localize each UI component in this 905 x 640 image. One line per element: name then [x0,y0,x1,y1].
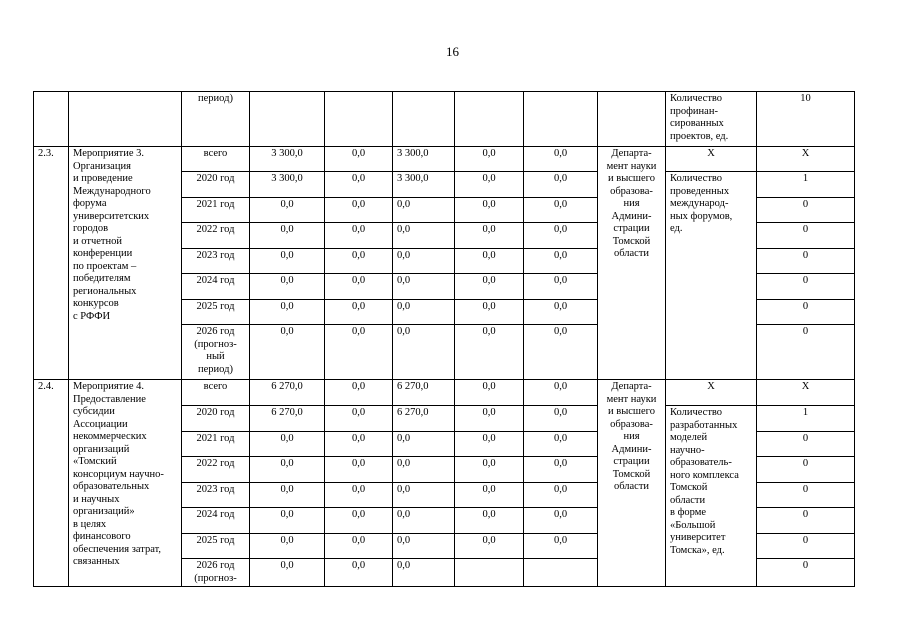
executor-name: Департа- мент науки и высшего образова- ния Админи- страции Томской области [598,147,666,380]
period-cell: 2024 год [182,508,250,534]
value-total: 3 300,0 [250,172,325,198]
value-local: 0,0 [455,406,524,432]
value-local: 0,0 [455,483,524,508]
indicator-value: 0 [757,274,855,300]
indicator-value: 0 [757,457,855,483]
measure-name: Мероприятие 3. Организация и проведение Международного форума университетских городов и отчетной конференции по проектам – победителям региональных конкурсов с РФФИ [69,147,182,380]
indicator-value: 10 [757,92,855,147]
value-extrabudget: 0,0 [524,147,598,172]
value-federal: 0,0 [325,559,393,587]
period-cell: период) [182,92,250,147]
value-total: 0,0 [250,325,325,380]
value-extrabudget: 0,0 [524,300,598,325]
indicator-value: 0 [757,300,855,325]
period-cell: 2022 год [182,457,250,483]
value-total: 0,0 [250,534,325,559]
cell-empty [598,92,666,147]
value-local: 0,0 [455,432,524,457]
indicator-name-total: X [666,147,757,172]
indicator-value: 1 [757,172,855,198]
value-regional: 0,0 [393,457,455,483]
value-extrabudget: 0,0 [524,325,598,380]
value-regional: 6 270,0 [393,406,455,432]
budget-table [33,91,855,587]
value-extrabudget: 0,0 [524,380,598,406]
value-total: 0,0 [250,223,325,249]
value-local: 0,0 [455,457,524,483]
value-regional: 0,0 [393,198,455,223]
value-regional: 0,0 [393,559,455,587]
value-extrabudget: 0,0 [524,198,598,223]
value-local: 0,0 [455,274,524,300]
cell-empty [325,92,393,147]
value-local: 0,0 [455,172,524,198]
period-cell: 2026 год (прогноз- ный период) [182,325,250,380]
value-federal: 0,0 [325,406,393,432]
value-local: 0,0 [455,325,524,380]
value-local [455,559,524,587]
value-regional: 0,0 [393,274,455,300]
value-total: 0,0 [250,432,325,457]
indicator-value: 0 [757,249,855,274]
value-regional: 0,0 [393,432,455,457]
indicator-value: 0 [757,559,855,587]
value-federal: 0,0 [325,300,393,325]
value-local: 0,0 [455,300,524,325]
value-federal: 0,0 [325,483,393,508]
value-extrabudget: 0,0 [524,274,598,300]
value-total: 0,0 [250,483,325,508]
cell-empty [250,92,325,147]
measure-number: 2.3. [34,147,69,380]
value-federal: 0,0 [325,249,393,274]
value-regional: 0,0 [393,300,455,325]
indicator-value-total: X [757,380,855,406]
value-extrabudget: 0,0 [524,534,598,559]
value-federal: 0,0 [325,457,393,483]
indicator-name-total: X [666,380,757,406]
indicator-value: 0 [757,534,855,559]
cell-empty [455,92,524,147]
value-extrabudget: 0,0 [524,249,598,274]
value-total: 0,0 [250,508,325,534]
indicator-value: 0 [757,325,855,380]
value-regional: 3 300,0 [393,147,455,172]
value-total: 6 270,0 [250,380,325,406]
value-regional: 6 270,0 [393,380,455,406]
value-federal: 0,0 [325,198,393,223]
indicator-name: Количество разработанных моделей научно- образователь- ного комплекса Томской области в форме «Большой университет Томска», ед. [666,406,757,587]
value-federal: 0,0 [325,380,393,406]
value-local: 0,0 [455,198,524,223]
value-regional: 0,0 [393,534,455,559]
value-local: 0,0 [455,380,524,406]
measure-number: 2.4. [34,380,69,587]
value-regional: 0,0 [393,223,455,249]
value-local: 0,0 [455,534,524,559]
value-regional: 0,0 [393,483,455,508]
value-extrabudget: 0,0 [524,172,598,198]
value-extrabudget: 0,0 [524,406,598,432]
period-cell: 2026 год (прогноз- [182,559,250,587]
value-federal: 0,0 [325,223,393,249]
value-extrabudget: 0,0 [524,508,598,534]
value-local: 0,0 [455,249,524,274]
value-federal: 0,0 [325,534,393,559]
period-cell: 2021 год [182,198,250,223]
value-regional: 3 300,0 [393,172,455,198]
table-row [34,147,855,172]
cell-empty [524,92,598,147]
value-federal: 0,0 [325,325,393,380]
measure-name: Мероприятие 4. Предоставление субсидии Ассоциации некоммерческих организаций «Томский консорциум научно- образовательных и научных организаций» в целях финансового обеспечения затрат, связанных [69,380,182,587]
value-extrabudget [524,559,598,587]
value-total: 6 270,0 [250,406,325,432]
period-cell: 2021 год [182,432,250,457]
value-total: 0,0 [250,300,325,325]
value-total: 0,0 [250,559,325,587]
period-cell: 2020 год [182,172,250,198]
period-cell: 2025 год [182,300,250,325]
value-total: 0,0 [250,457,325,483]
value-extrabudget: 0,0 [524,223,598,249]
indicator-value: 0 [757,508,855,534]
cell-empty [393,92,455,147]
value-local: 0,0 [455,223,524,249]
value-federal: 0,0 [325,508,393,534]
table-row [34,380,855,406]
indicator-value: 0 [757,223,855,249]
value-federal: 0,0 [325,274,393,300]
value-extrabudget: 0,0 [524,432,598,457]
indicator-value: 0 [757,432,855,457]
period-cell: 2025 год [182,534,250,559]
value-total: 3 300,0 [250,147,325,172]
period-cell: 2023 год [182,249,250,274]
value-federal: 0,0 [325,172,393,198]
value-local: 0,0 [455,147,524,172]
period-cell: 2023 год [182,483,250,508]
period-cell: всего [182,147,250,172]
value-local: 0,0 [455,508,524,534]
value-federal: 0,0 [325,432,393,457]
cell-empty [69,92,182,147]
indicator-value-total: X [757,147,855,172]
value-regional: 0,0 [393,508,455,534]
period-cell: 2024 год [182,274,250,300]
value-regional: 0,0 [393,249,455,274]
page-number: 16 [446,44,459,59]
executor-name: Департа- мент науки и высшего образова- ния Админи- страции Томской области [598,380,666,587]
indicator-value: 0 [757,198,855,223]
value-regional: 0,0 [393,325,455,380]
cell-empty [34,92,69,147]
value-total: 0,0 [250,274,325,300]
period-cell: 2020 год [182,406,250,432]
indicator-name: Количество профинан- сированных проектов, ед. [666,92,757,147]
value-total: 0,0 [250,198,325,223]
value-extrabudget: 0,0 [524,457,598,483]
value-federal: 0,0 [325,147,393,172]
period-cell: всего [182,380,250,406]
period-cell: 2022 год [182,223,250,249]
value-extrabudget: 0,0 [524,483,598,508]
indicator-value: 0 [757,483,855,508]
indicator-name: Количество проведенных международ- ных форумов, ед. [666,172,757,380]
value-total: 0,0 [250,249,325,274]
table-row [34,92,855,147]
indicator-value: 1 [757,406,855,432]
